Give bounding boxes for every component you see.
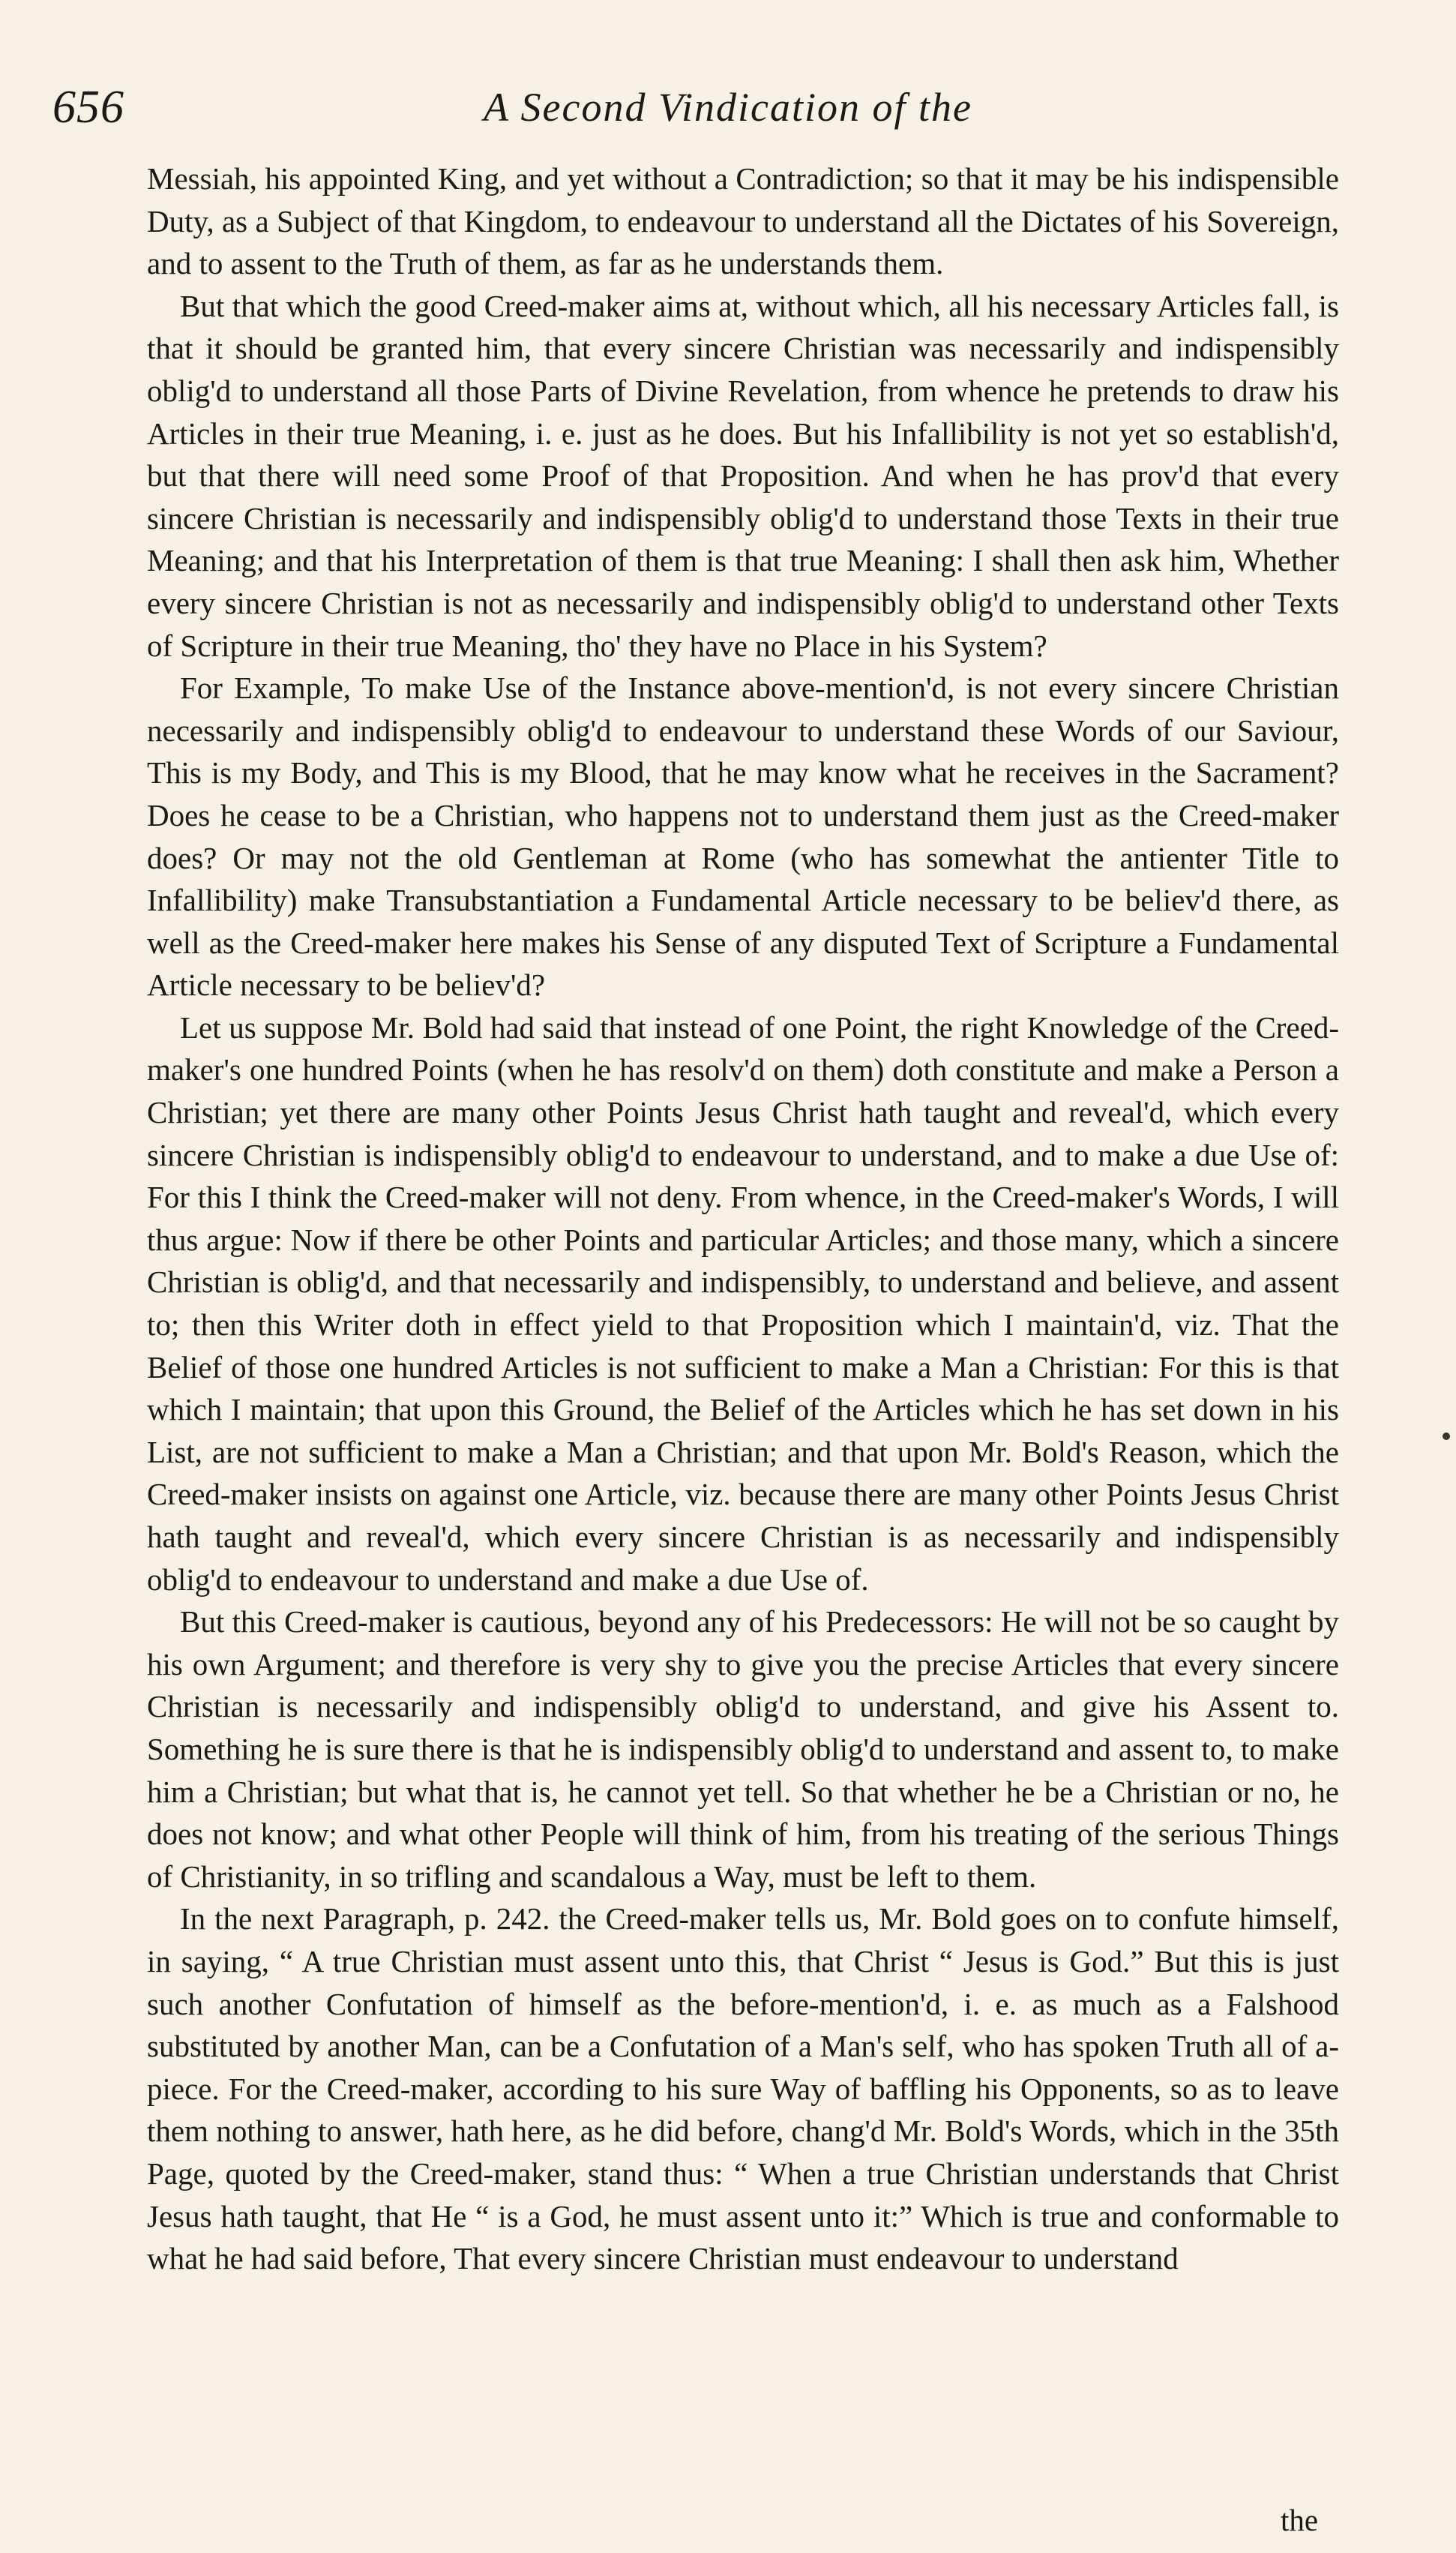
paragraph-3: For Example, To make Use of the Instance above-mention'd, is not every sincere Christian necessarily and indispensibly oblig'd to endeavour to understand these Words of our Saviour, This is my Body, and This is my Blood, that he may know what he receives in the Sacrament? Does he cease to be a Christian, who happens not to understand them just as the Creed-maker does? Or may not the old Gentleman at Rome (who has somewhat the antienter Title to Infallibility) make Transubstantiation a Fundamental Article necessary to be believ'd there, as well as the Creed-maker here makes his Sense of any disputed Text of Scripture a Fundamental Article necessary to be believ'd? bbox=[147, 670, 1339, 1003]
paragraph-6: In the next Paragraph, p. 242. the Creed-maker tells us, Mr. Bold goes on to confute himself, in saying, “ A true Christian must assent unto this, that Christ “ Jesus is God.” But this is just such another Confutation of himself as the before-mention'd, i. e. as much as a Falshood substituted by another Man, can be a Confutation of a Man's self, who has spoken Truth all of a-piece. For the Creed-maker, according to his sure Way of baffling his Opponents, so as to leave them nothing to answer, hath here, as he did before, chang'd Mr. Bold's Words, which in the 35th Page, quoted by the Creed-maker, stand thus: “ When a true Christian understands that Christ Jesus hath taught, that He “ is a God, he must assent unto it:” Which is true and conformable to what he had said before, That every sincere Christian must endeavour to understand bbox=[147, 1901, 1339, 2276]
catchword: the bbox=[1281, 2503, 1319, 2537]
body-text bbox=[147, 158, 1339, 2280]
paragraph-2: But that which the good Creed-maker aims at, without which, all his necessary Articles fall, is that it should be granted him, that every sincere Christian was necessarily and indispensibly oblig'd to understand all those Parts of Divine Revelation, from whence he pretends to draw his Articles in their true Meaning, i. e. just as he does. But his Infallibility is not yet so establish'd, but that there will need some Proof of that Proposition. And when he has prov'd that every sincere Christian is necessarily and indispensibly oblig'd to understand those Texts in their true Meaning; and that his Interpretation of them is that true Meaning: I shall then ask him, Whether every sincere Christian is not as necessarily and indispensibly oblig'd to understand other Texts of Scripture in their true Meaning, tho' they have no Place in his System? bbox=[147, 288, 1339, 663]
page-number: 656 bbox=[52, 82, 124, 133]
paragraph-4: Let us suppose Mr. Bold had said that instead of one Point, the right Knowledge of the Creed-maker's one hundred Points (when he has resolv'd on them) doth constitute and make a Person a Christian; yet there are many other Points Jesus Christ hath taught and reveal'd, which every sincere Christian is indispensibly oblig'd to endeavour to understand, and to make a due Use of: For this I think the Creed-maker will not deny. From whence, in the Creed-maker's Words, I will thus argue: Now if there be other Points and particular Articles; and those many, which a sincere Christian is oblig'd, and that necessarily and indispensibly, to understand and believe, and assent to; then this Writer doth in effect yield to that Proposition which I maintain'd, viz. That the Belief of those one hundred Articles is not sufficient to make a Man a Christian: For this is that which I maintain; that upon this Ground, the Belief of the Articles which he has set down in his List, are not sufficient to make a Man a Christian; and that upon Mr. Bold's Reason, which the Creed-maker insists on against one Article, viz. because there are many other Points Jesus Christ hath taught and reveal'd, which every sincere Christian is as necessarily and indispensibly oblig'd to endeavour to understand and make a due Use of. bbox=[147, 1010, 1339, 1597]
paragraph-5: But this Creed-maker is cautious, beyond any of his Predecessors: He will not be so caught by his own Argument; and therefore is very shy to give you the precise Articles that every sincere Christian is necessarily and indispensibly oblig'd to understand, and give his Assent to. Something he is sure there is that he is indispensibly oblig'd to understand and assent to, to make him a Christian; but what that is, he cannot yet tell. So that whether he be a Christian or no, he does not know; and what other People will think of him, from his treating of the serious Things of Christianity, in so trifling and scandalous a Way, must be left to them. bbox=[147, 1604, 1339, 1894]
running-title: A Second Vindication of the bbox=[484, 85, 972, 130]
ink-spot bbox=[1443, 1432, 1450, 1440]
paragraph-1: Messiah, his appointed King, and yet without a Contradiction; so that it may be his indispensible Duty, as a Subject of that Kingdom, to endeavour to understand all the Dictates of his Sovereign, and to assent to the Truth of them, as far as he understands them. bbox=[147, 161, 1339, 281]
